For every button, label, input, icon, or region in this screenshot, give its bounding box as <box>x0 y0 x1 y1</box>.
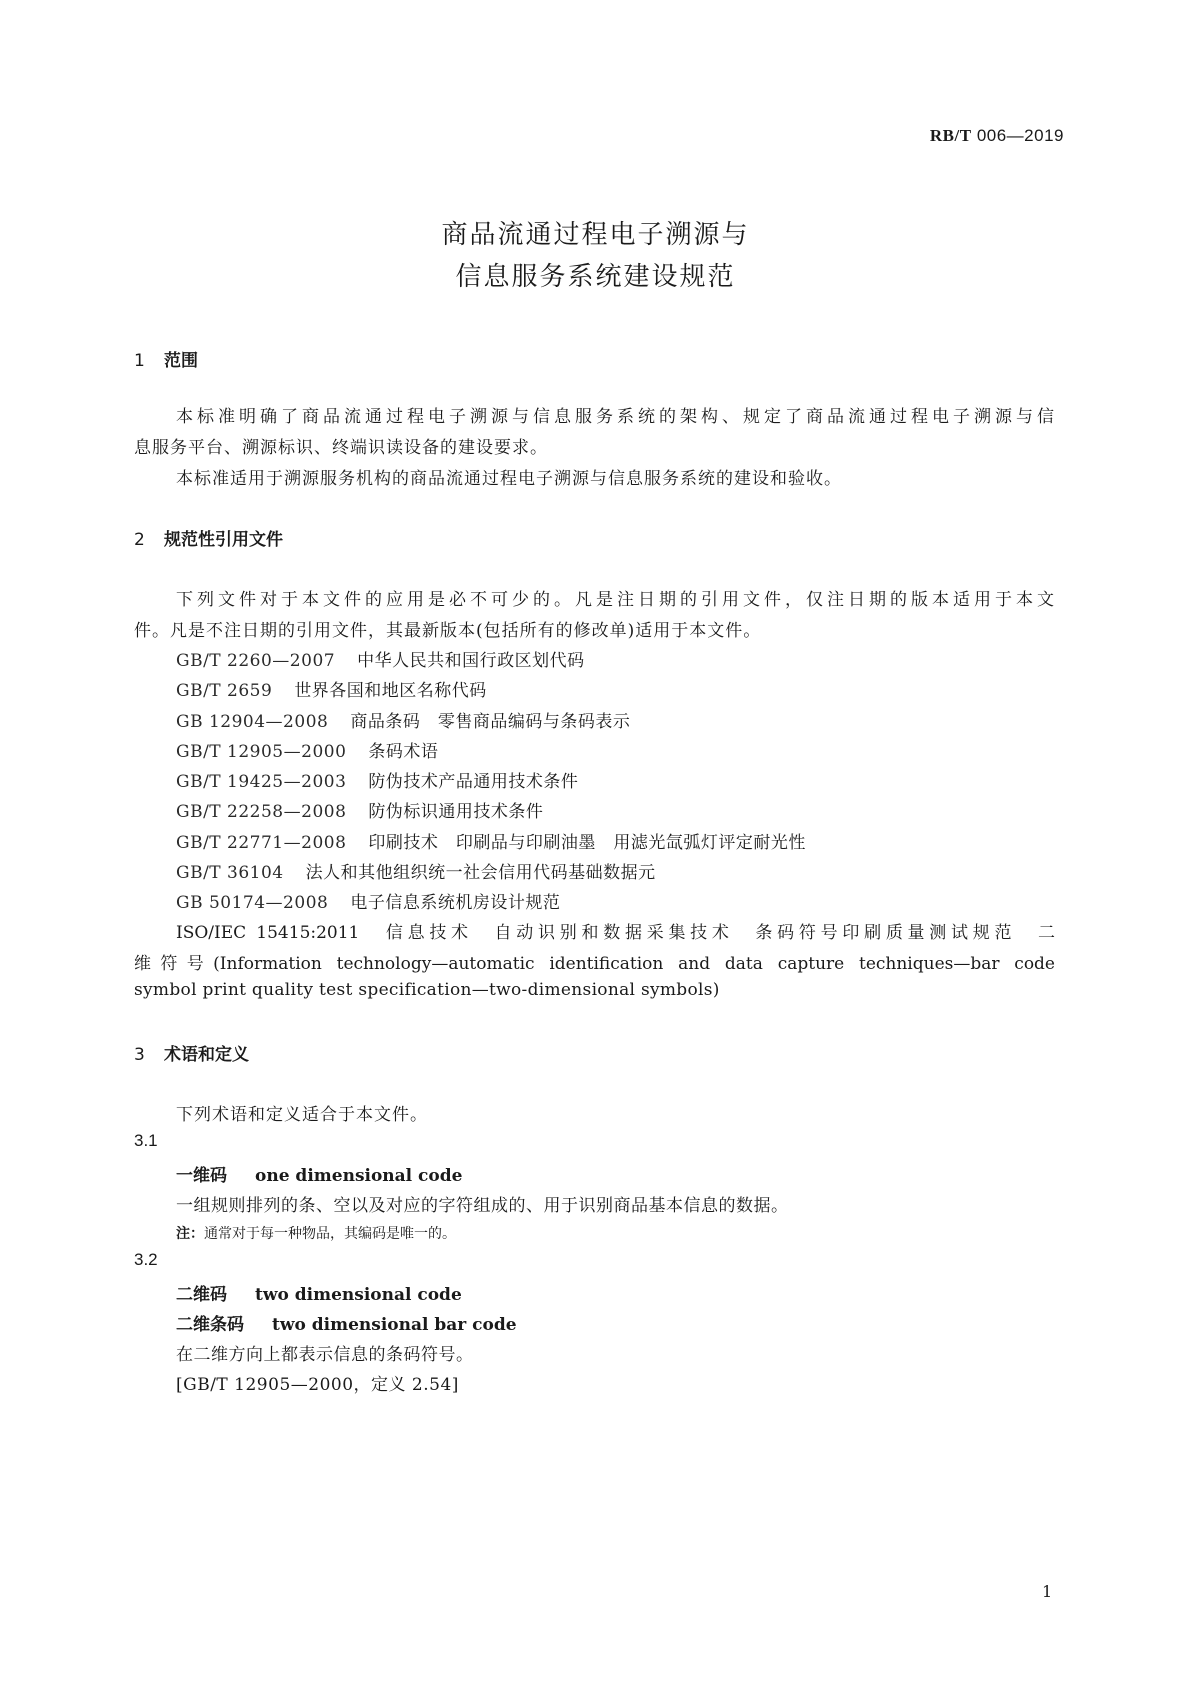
clause-3-2-number: 3.2 <box>134 1250 158 1269</box>
section-1-para-1a: 本标准明确了商品流通过程电子溯源与信息服务系统的架构、规定了商品流通过程电子溯源与信 <box>176 407 1055 427</box>
section-2-heading: 2 规范性引用文件 <box>134 530 283 550</box>
reference-item: GB/T 19425—2003 防伪技术产品通用技术条件 <box>176 772 579 792</box>
reference-item: GB/T 12905—2000 条码术语 <box>176 742 439 762</box>
reference-item: GB 50174—2008 电子信息系统机房设计规范 <box>176 893 561 913</box>
term-one-dimensional-code: 一维码 one dimensional code <box>176 1166 463 1186</box>
section-1-para-2: 本标准适用于溯源服务机构的商品流通过程电子溯源与信息服务系统的建设和验收。 <box>176 469 842 489</box>
clause-3-1-number: 3.1 <box>134 1131 158 1150</box>
term-two-dimensional-code: 二维码 two dimensional code <box>176 1285 462 1305</box>
note: 注：通常对于每一种物品，其编码是唯一的。 <box>176 1226 456 1242</box>
title-line-2: 信息服务系统建设规范 <box>455 262 736 292</box>
term-source: [GB/T 12905—2000，定义 2.54] <box>176 1375 459 1395</box>
reference-item: GB/T 2260—2007 中华人民共和国行政区划代码 <box>176 651 585 671</box>
reference-item: GB/T 36104 法人和其他组织统一社会信用代码基础数据元 <box>176 863 656 883</box>
document-code: RB/T 006—2019 <box>929 126 1064 145</box>
reference-item: GB/T 22258—2008 防伪标识通用技术条件 <box>176 802 544 822</box>
term-two-dimensional-bar-code: 二维条码 two dimensional bar code <box>176 1315 517 1335</box>
iso-reference-line-2: 维符号(Information technology—automatic identification and data capture techniques—bar code <box>134 954 1055 974</box>
iso-reference-line-3: symbol print quality test specification—two-dimensional symbols) <box>134 980 720 1000</box>
section-3-heading: 3 术语和定义 <box>134 1045 249 1065</box>
section-2-para-1b: 件。凡是不注日期的引用文件，其最新版本(包括所有的修改单)适用于本文件。 <box>134 621 762 641</box>
term-definition: 一组规则排列的条、空以及对应的字符组成的、用于识别商品基本信息的数据。 <box>176 1196 789 1216</box>
title-line-1: 商品流通过程电子溯源与 <box>441 220 750 250</box>
section-2-para-1a: 下列文件对于本文件的应用是必不可少的。凡是注日期的引用文件，仅注日期的版本适用于本文 <box>176 590 1055 610</box>
reference-item: GB/T 22771—2008 印刷技术 印刷品与印刷油墨 用滤光氙弧灯评定耐光性 <box>176 833 806 853</box>
section-1-para-1b: 息服务平台、溯源标识、终端识读设备的建设要求。 <box>134 438 548 458</box>
reference-item: GB/T 2659 世界各国和地区名称代码 <box>176 681 487 701</box>
term-definition: 在二维方向上都表示信息的条码符号。 <box>176 1345 474 1365</box>
section-3-intro: 下列术语和定义适合于本文件。 <box>176 1105 428 1125</box>
section-1-heading: 1 范围 <box>134 351 198 371</box>
page-number: 1 <box>1042 1582 1053 1601</box>
reference-item: GB 12904—2008 商品条码 零售商品编码与条码表示 <box>176 712 631 732</box>
iso-reference-line-1: ISO/IEC 15415:2011 信息技术 自动识别和数据采集技术 条码符号印刷质量测试规范 二 <box>176 923 1055 943</box>
